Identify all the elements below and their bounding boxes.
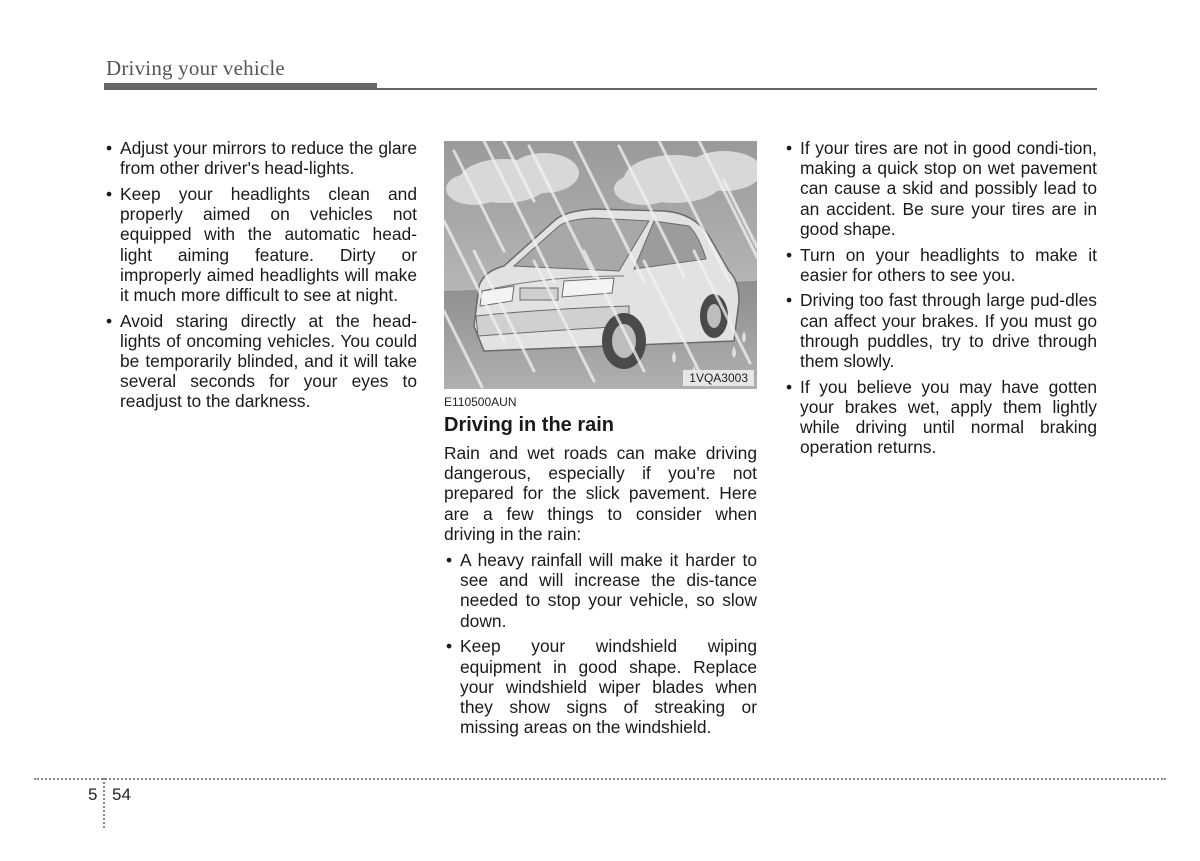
header-rule-accent [104, 83, 377, 90]
right-column [784, 138, 1097, 463]
list-item: • If you believe you may have gotten your brakes wet, apply them lightly while driving until normal braking operation returns. [784, 377, 1097, 458]
header-rule [377, 88, 1097, 90]
chapter-number: 5 [88, 785, 98, 804]
left-bullet-list [104, 138, 417, 412]
figure-code: 1VQA3003 [683, 370, 754, 386]
footer-divider [34, 778, 1166, 780]
footer-page-separator [103, 778, 105, 828]
page-number: 54 [112, 785, 131, 804]
section-intro: Rain and wet roads can make driving dangerous, especially if you’re not prepared for the slick pavement. Here are a few things to consider when driving in the rain: [444, 443, 757, 544]
list-item: • A heavy rainfall will make it harder to see and will increase the dis-tance needed to stop your vehicle, so slow down. [444, 550, 757, 631]
list-item: • Keep your windshield wiping equipment in good shape. Replace your windshield wiper blades when they show signs of streaking or missing areas on the windshield. [444, 636, 757, 737]
section-heading: Driving in the rain [444, 414, 615, 436]
list-item: • Driving too fast through large pud-dles can affect your brakes. If you must go through puddles, try to drive through them slowly. [784, 290, 1097, 371]
middle-column [444, 138, 757, 743]
list-item: • Adjust your mirrors to reduce the glare from other driver's head-lights. [104, 138, 417, 178]
page-header-title: Driving your vehicle [106, 56, 285, 80]
middle-bullet-list [444, 550, 757, 737]
car-in-rain-image [444, 141, 757, 389]
right-bullet-list [784, 138, 1097, 458]
section-code: E110500AUN [444, 395, 517, 409]
list-item: • If your tires are not in good condi-tion, making a quick stop on wet pavement can cause a skid and possibly lead to an accident. Be sure your tires are in good shape. [784, 138, 1097, 239]
left-column [104, 138, 417, 417]
list-item: • Keep your headlights clean and properly aimed on vehicles not equipped with the automatic head-light aiming feature. Dirty or improperly aimed headlights will make it much more difficult to see at night. [104, 184, 417, 305]
list-item: • Avoid staring directly at the head-lights of oncoming vehicles. You could be temporarily blinded, and it will take several seconds for your eyes to readjust to the darkness. [104, 311, 417, 412]
list-item: • Turn on your headlights to make it easier for others to see you. [784, 245, 1097, 285]
rain-driving-illustration [444, 141, 757, 389]
